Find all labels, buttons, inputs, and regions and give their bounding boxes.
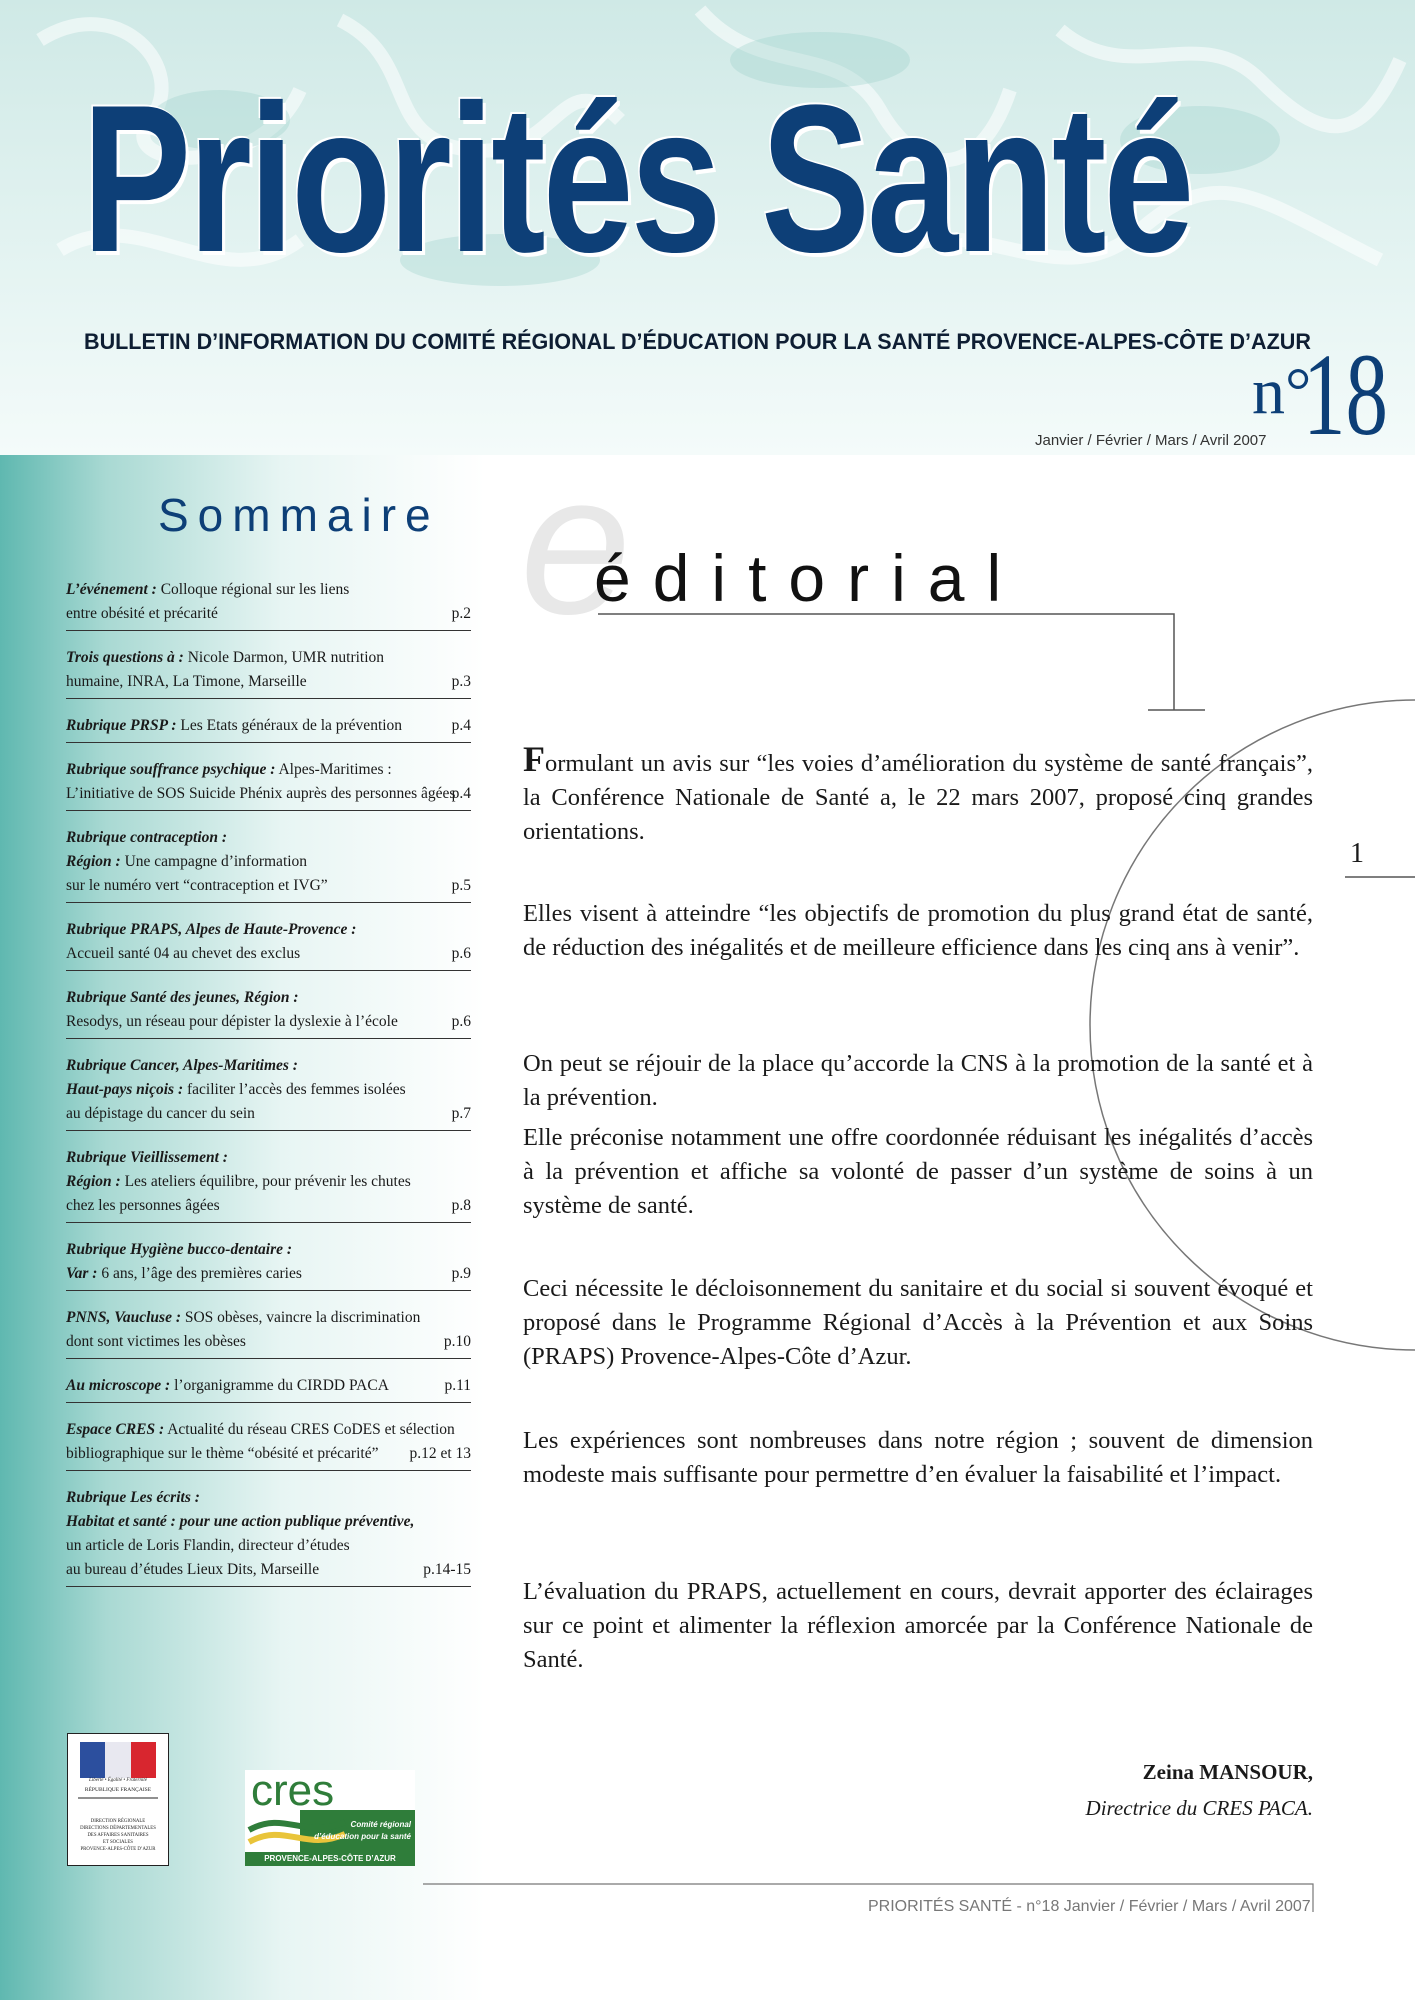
- page-footer: PRIORITÉS SANTÉ - n°18 Janvier / Février / Mars / Avril 2007: [868, 1898, 1311, 1915]
- toc-page-number: p.14-15: [423, 1561, 471, 1578]
- rf-direction-line: PROVENCE-ALPES-CÔTE D’AZUR: [80, 1847, 156, 1852]
- toc-text: Les ateliers équilibre, pour prévenir les chutes: [120, 1173, 411, 1190]
- toc-page-number: p.6: [451, 945, 471, 962]
- toc-rubric: Trois questions à :: [66, 649, 184, 666]
- toc-text: au dépistage du cancer du sein: [66, 1105, 255, 1122]
- toc-page-number: p.2: [451, 605, 471, 622]
- editorial-paragraph-7: L’évaluation du PRAPS, actuellement en cours, devrait apporter des éclairages sur ce point et alimenter la réflexion amorcée par la Conférence Nationale de Santé.: [523, 1578, 1313, 1673]
- page-number: 1: [1350, 838, 1364, 869]
- toc-text: bibliographique sur le thème “obésité et précarité”: [66, 1445, 379, 1462]
- toc-rubric: Rubrique souffrance psychique :: [66, 761, 276, 778]
- toc-rubric: Région :: [239, 989, 299, 1006]
- toc-text: Une campagne d’information: [120, 853, 308, 870]
- toc-rubric: Alpes de Haute-Provence :: [182, 921, 357, 938]
- toc-rubric: Rubrique contraception :: [66, 829, 228, 846]
- toc-rubric: Rubrique PRSP :: [66, 717, 177, 734]
- toc-page-number: p.4: [451, 785, 471, 802]
- cres-wordmark: cres: [251, 1766, 335, 1815]
- toc-rubric: Rubrique Cancer, Alpes-Maritimes :: [66, 1057, 298, 1074]
- toc-text: faciliter l’accès des femmes isolées: [183, 1081, 406, 1098]
- toc-page-number: p.3: [451, 673, 471, 690]
- toc-text: sur le numéro vert “contraception et IVG”: [66, 877, 328, 894]
- issue-prefix: n°: [1252, 355, 1312, 428]
- toc-text: Alpes-Maritimes :: [275, 761, 392, 778]
- toc-rubric: Rubrique Santé des jeunes,: [66, 989, 240, 1006]
- toc-text: au bureau d’études Lieux Dits, Marseille: [66, 1561, 320, 1578]
- magazine-title: Priorités Santé: [82, 61, 1192, 296]
- toc-rubric: Rubrique Vieillissement :: [66, 1149, 228, 1166]
- toc-text: 6 ans, l’âge des premières caries: [97, 1265, 302, 1282]
- toc-page-number: p.4: [451, 717, 471, 734]
- drop-cap: F: [523, 739, 545, 779]
- toc-rubric: Rubrique Hygiène bucco-dentaire :: [66, 1241, 293, 1258]
- toc-text: SOS obèses, vaincre la discrimination: [180, 1309, 421, 1326]
- toc-rubric: Région :: [66, 1173, 121, 1190]
- rf-direction-line: DES AFFAIRES SANITAIRES: [87, 1833, 149, 1838]
- toc-rubric: Au microscope :: [66, 1377, 171, 1394]
- issue-number: 18: [1303, 329, 1388, 455]
- toc-rubric: Var :: [66, 1265, 98, 1282]
- toc-text: dont sont victimes les obèses: [66, 1333, 246, 1350]
- rf-direction-line: DIRECTION RÉGIONALE: [90, 1819, 146, 1824]
- toc-rubric: Haut-pays niçois :: [66, 1081, 184, 1098]
- cres-region: PROVENCE-ALPES-CÔTE D’AZUR: [264, 1854, 396, 1863]
- issue-date: Janvier / Février / Mars / Avril 2007: [1035, 432, 1267, 449]
- toc-rubric: Rubrique Les écrits :: [66, 1489, 200, 1506]
- toc-text: Accueil santé 04 au chevet des exclus: [66, 945, 301, 962]
- toc-rubric: Habitat et santé : pour une action publique préventive,: [66, 1513, 415, 1530]
- toc-rubric: Rubrique PRAPS,: [66, 921, 183, 938]
- cres-tagline-2: d’éducation pour la santé: [314, 1832, 411, 1841]
- rf-motto: Liberté • Égalité • Fraternité: [89, 1778, 147, 1783]
- rf-name: RÉPUBLIQUE FRANÇAISE: [84, 1787, 152, 1793]
- toc-text: Nicole Darmon, UMR nutrition: [183, 649, 385, 666]
- toc-text: un article de Loris Flandin, directeur d’études: [66, 1537, 350, 1554]
- toc-text: Colloque régional sur les liens: [156, 581, 350, 598]
- cres-tagline-1: Comité régional: [350, 1820, 411, 1829]
- rf-direction-line: DIRECTIONS DÉPARTEMENTALES: [80, 1826, 156, 1831]
- toc-page-number: p.11: [444, 1377, 471, 1394]
- toc-text: L’initiative de SOS Suicide Phénix auprès des personnes âgées: [66, 785, 456, 802]
- toc-text: chez les personnes âgées: [66, 1197, 220, 1214]
- editorial-big-letter: e: [520, 433, 632, 656]
- signature-name: Zeina MANSOUR,: [1142, 1760, 1313, 1784]
- toc-page-number: p.9: [451, 1265, 471, 1282]
- toc-rubric: Région :: [66, 853, 121, 870]
- editorial-paragraph-6: Les expériences sont nombreuses dans notre région ; souvent de dimension modeste mais suffisante pour permettre d’en évaluer la faisabilité et l’impact.: [523, 1427, 1313, 1488]
- toc-page-number: p.7: [451, 1105, 471, 1122]
- toc-text: Resodys, un réseau pour dépister la dyslexie à l’école: [66, 1013, 398, 1030]
- toc-page-number: p.10: [443, 1333, 471, 1350]
- magazine-subtitle: BULLETIN D’INFORMATION DU COMITÉ RÉGIONAL D’ÉDUCATION POUR LA SANTÉ PROVENCE-ALPES-CÔTE D’AZUR: [84, 329, 1311, 354]
- toc-rubric: Vaucluse :: [110, 1309, 181, 1326]
- sommaire-title: Sommaire: [158, 489, 440, 541]
- toc-text: entre obésité et précarité: [66, 605, 218, 622]
- toc-page-number: p.5: [451, 877, 471, 894]
- toc-text: humaine, INRA, La Timone, Marseille: [66, 673, 307, 690]
- editorial-paragraph-2: Elles visent à atteindre “les objectifs de promotion du plus grand état de santé, de réduction des inégalités et de meilleure efficience dans les cinq ans à venir”.: [523, 900, 1313, 961]
- toc-rubric: PNNS,: [66, 1309, 111, 1326]
- signature-role: Directrice du CRES PACA.: [1085, 1796, 1313, 1820]
- toc-page-number: p.6: [451, 1013, 471, 1030]
- toc-text: Actualité du réseau CRES CoDES et sélection: [164, 1421, 455, 1438]
- rf-direction-line: ET SOCIALES: [103, 1840, 133, 1845]
- toc-rubric: Espace CRES :: [66, 1421, 165, 1438]
- toc-page-number: p.12 et 13: [409, 1445, 471, 1462]
- editorial-paragraph-1: [523, 739, 1313, 849]
- toc-rubric: L’événement :: [66, 581, 157, 598]
- paragraph-text: ormulant un avis sur “les voies d’amélioration du système de santé français”, la Conférence Nationale de Santé a, le 22 mars 2007, proposé cinq grandes orientations.: [523, 750, 1313, 845]
- toc-text: l’organigramme du CIRDD PACA: [170, 1377, 389, 1394]
- editorial-paragraph-5: Ceci nécessite le décloisonnement du sanitaire et du social si souvent évoqué et proposé dans le Programme Régional d’Accès à la Prévention et aux Soins (PRAPS) Provence-Alpes-Côte d’Azur.: [523, 1275, 1313, 1370]
- editorial-paragraph-3: On peut se réjouir de la place qu’accorde la CNS à la promotion de la santé et à la prévention.: [523, 1050, 1313, 1111]
- editorial-heading: éditorial: [594, 541, 1024, 615]
- toc-text: Les Etats généraux de la prévention: [176, 717, 403, 734]
- editorial-paragraph-4: Elle préconise notamment une offre coordonnée réduisant les inégalités d’accès à la prévention et affiche sa volonté de passer d’un système de soins à un système de santé.: [523, 1124, 1313, 1219]
- toc-page-number: p.8: [451, 1197, 471, 1214]
